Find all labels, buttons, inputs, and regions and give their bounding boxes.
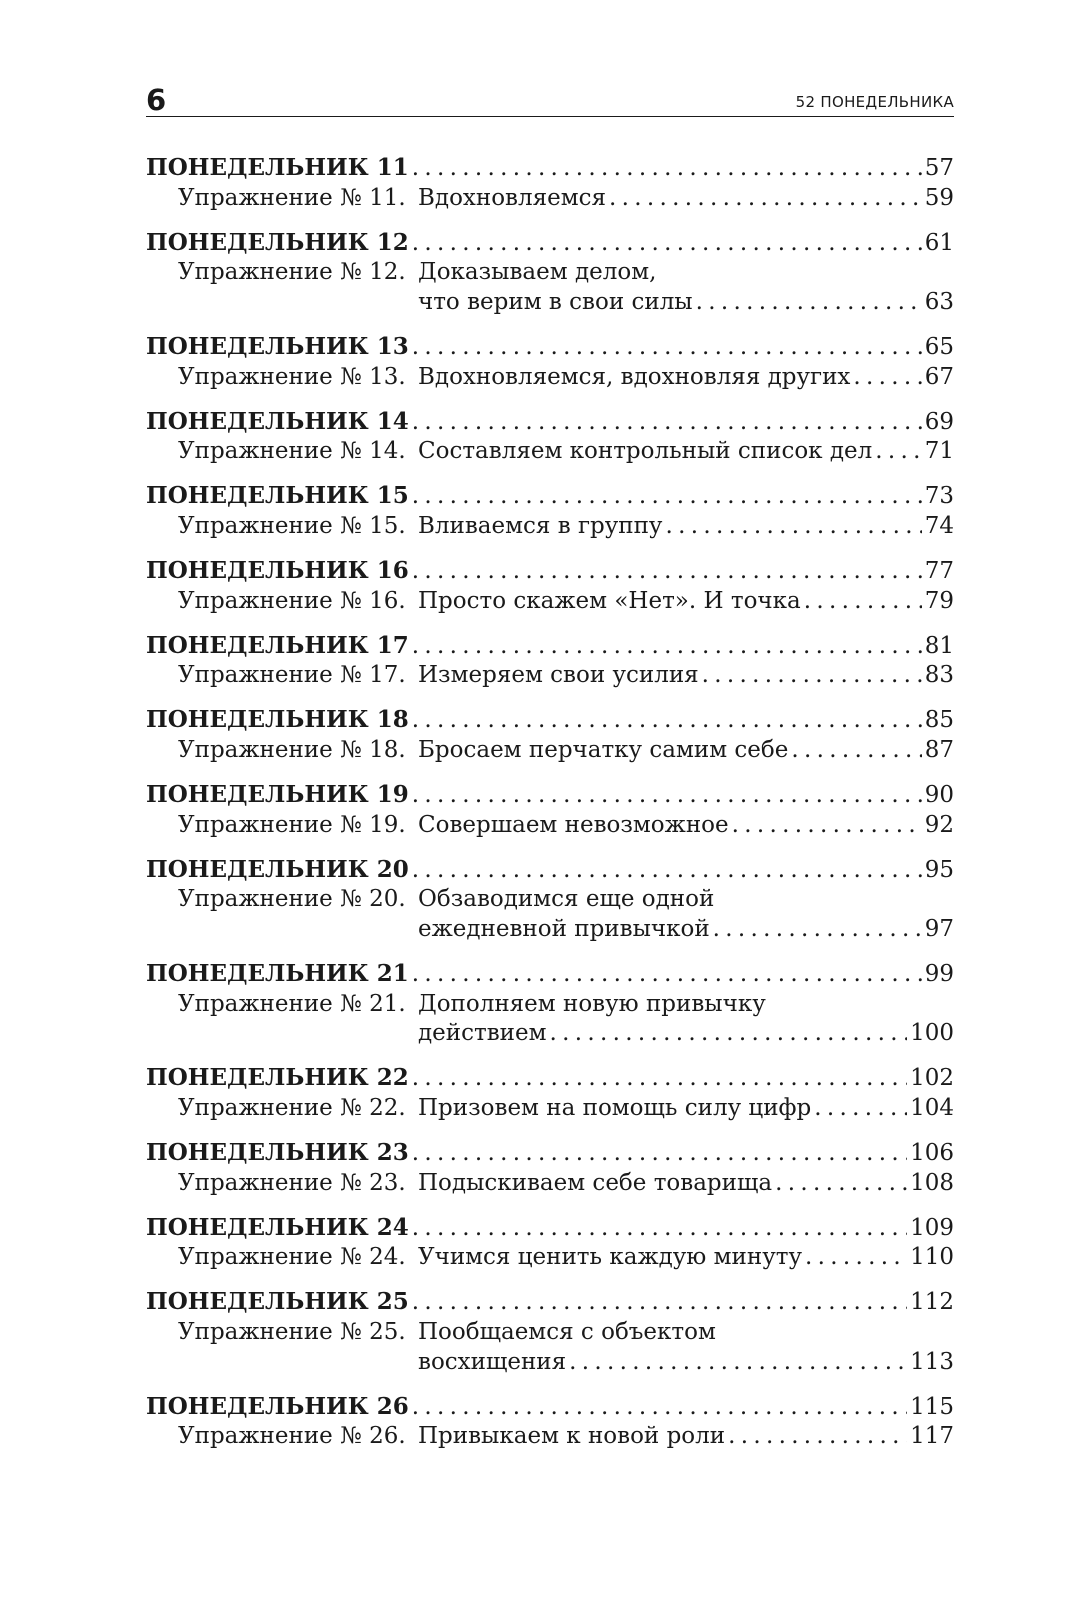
toc-chapter-group: [146, 228, 954, 318]
chapter-title: ПОНЕДЕЛЬНИК 16: [146, 557, 409, 585]
exercise-number: Упражнение № 13.: [178, 363, 406, 390]
chapter-title: ПОНЕДЕЛЬНИК 14: [146, 407, 409, 435]
exercise-title: что верим в свои силы: [418, 288, 693, 315]
exercise-page-number: 71: [924, 438, 954, 465]
chapter-page-number: 109: [910, 1214, 954, 1241]
toc-chapter-group: [146, 1392, 954, 1452]
dot-leader: [412, 781, 922, 811]
toc-chapter-group: [146, 1063, 954, 1123]
toc-chapter-group: [146, 1213, 954, 1273]
exercise-page-number: 59: [924, 184, 954, 211]
toc-chapter-entry[interactable]: [146, 1392, 954, 1423]
chapter-title: ПОНЕДЕЛЬНИК 23: [146, 1139, 409, 1167]
toc-chapter-group: [146, 556, 954, 616]
toc-exercise-entry[interactable]: [146, 587, 954, 617]
toc-exercise-continuation[interactable]: [146, 915, 954, 945]
exercise-title: действием: [418, 1020, 547, 1047]
exercise-title: Вливаемся в группу: [418, 512, 663, 539]
toc-exercise-continuation[interactable]: [146, 1348, 954, 1378]
toc-exercise-entry[interactable]: [146, 437, 954, 467]
toc-chapter-entry[interactable]: [146, 407, 954, 438]
exercise-page-number: 100: [910, 1020, 954, 1047]
toc-chapter-entry[interactable]: [146, 959, 954, 990]
exercise-title: Привыкаем к новой роли: [418, 1423, 726, 1450]
exercise-page-number: 108: [910, 1169, 954, 1196]
exercise-title: Измеряем свои усилия: [418, 662, 699, 689]
chapter-page-number: 77: [924, 558, 954, 585]
exercise-number: Упражнение № 18.: [178, 737, 406, 763]
toc-chapter-group: [146, 481, 954, 541]
exercise-title: Вдохновляемся: [418, 184, 607, 211]
dot-leader: [875, 437, 921, 467]
dot-leader: [412, 856, 922, 886]
running-head: 52 ПОНЕДЕЛЬНИКА: [795, 93, 954, 111]
toc-exercise-entry[interactable]: [146, 1318, 954, 1348]
chapter-page-number: 112: [910, 1289, 954, 1316]
exercise-title: Доказываем делом,: [418, 259, 657, 286]
chapter-page-number: 81: [924, 632, 954, 659]
exercise-title: Обзаводимся еще одной: [418, 886, 715, 913]
exercise-page-number: 74: [924, 512, 954, 539]
dot-leader: [412, 1139, 907, 1169]
exercise-number: Упражнение № 19.: [178, 811, 406, 838]
toc-chapter-entry[interactable]: [146, 1138, 954, 1169]
dot-leader: [791, 736, 921, 766]
toc-chapter-group: [146, 855, 954, 945]
exercise-page-number: 83: [924, 662, 954, 689]
exercise-number: Упражнение № 25.: [178, 1319, 406, 1345]
toc-exercise-entry[interactable]: [146, 1094, 954, 1124]
toc-chapter-entry[interactable]: [146, 631, 954, 662]
exercise-number: Упражнение № 11.: [178, 184, 406, 211]
chapter-title: ПОНЕДЕЛЬНИК 13: [146, 332, 409, 360]
dot-leader: [412, 333, 922, 363]
toc-chapter-entry[interactable]: [146, 1287, 954, 1318]
exercise-title: ежедневной привычкой: [418, 915, 710, 942]
toc-exercise-continuation[interactable]: [146, 288, 954, 318]
dot-leader: [569, 1348, 907, 1378]
dot-leader: [550, 1019, 908, 1049]
toc-chapter-entry[interactable]: [146, 1063, 954, 1094]
toc-exercise-entry[interactable]: [146, 811, 954, 841]
toc-chapter-group: [146, 959, 954, 1049]
exercise-page-number: 113: [910, 1348, 954, 1375]
dot-leader: [412, 229, 922, 259]
exercise-number: Упражнение № 12.: [178, 259, 406, 286]
toc-chapter-group: [146, 332, 954, 392]
toc-exercise-continuation[interactable]: [146, 1019, 954, 1049]
toc-chapter-entry[interactable]: [146, 855, 954, 886]
toc-exercise-entry[interactable]: [146, 184, 954, 214]
toc-exercise-entry[interactable]: [146, 512, 954, 542]
exercise-title: Вдохновляемся, вдохновляя других: [418, 363, 851, 390]
exercise-title: Совершаем невозможное: [418, 811, 729, 838]
exercise-page-number: 79: [924, 587, 954, 614]
chapter-title: ПОНЕДЕЛЬНИК 17: [146, 631, 409, 659]
chapter-title: ПОНЕДЕЛЬНИК 24: [146, 1213, 409, 1241]
dot-leader: [609, 184, 922, 214]
chapter-title: ПОНЕДЕЛЬНИК 25: [146, 1288, 409, 1316]
exercise-number: Упражнение № 14.: [178, 438, 406, 465]
chapter-page-number: 115: [910, 1393, 954, 1420]
chapter-title: ПОНЕДЕЛЬНИК 20: [146, 855, 409, 883]
exercise-page-number: 87: [924, 737, 954, 763]
chapter-title: ПОНЕДЕЛЬНИК 19: [146, 781, 409, 809]
exercise-title: Учимся ценить каждую минуту: [418, 1244, 802, 1271]
toc-chapter-entry[interactable]: [146, 780, 954, 811]
toc-chapter-entry[interactable]: [146, 332, 954, 363]
chapter-page-number: 99: [924, 961, 954, 988]
chapter-title: ПОНЕДЕЛЬНИК 12: [146, 228, 409, 256]
dot-leader: [665, 512, 921, 542]
toc-chapter-group: [146, 780, 954, 840]
exercise-number: Упражнение № 20.: [178, 886, 406, 913]
dot-leader: [412, 1288, 907, 1318]
exercise-number: Упражнение № 22.: [178, 1094, 406, 1121]
dot-leader: [412, 1064, 907, 1094]
page-number: 6: [146, 83, 167, 117]
toc-chapter-entry[interactable]: [146, 481, 954, 512]
chapter-title: ПОНЕДЕЛЬНИК 22: [146, 1064, 409, 1092]
toc-exercise-entry[interactable]: [146, 1169, 954, 1199]
exercise-title: восхищения: [418, 1348, 567, 1375]
dot-leader: [853, 363, 921, 393]
toc-chapter-group: [146, 631, 954, 691]
chapter-title: ПОНЕДЕЛЬНИК 21: [146, 960, 409, 988]
toc-exercise-entry[interactable]: [146, 1422, 954, 1452]
exercise-page-number: 63: [924, 288, 954, 315]
exercise-title: Дополняем новую привычку: [418, 990, 766, 1017]
toc-exercise-entry[interactable]: [146, 885, 954, 915]
exercise-page-number: 67: [924, 363, 954, 390]
dot-leader: [412, 632, 922, 662]
toc-chapter-entry[interactable]: [146, 556, 954, 587]
toc-chapter-group: [146, 153, 954, 213]
dot-leader: [412, 154, 922, 184]
exercise-title: Составляем контрольный список дел: [418, 438, 873, 465]
toc-chapter-group: [146, 407, 954, 467]
chapter-title: ПОНЕДЕЛЬНИК 11: [146, 154, 409, 181]
toc-exercise-entry[interactable]: [146, 363, 954, 393]
toc-chapter-entry[interactable]: [146, 705, 954, 736]
exercise-number: Упражнение № 24.: [178, 1244, 406, 1271]
toc-chapter-group: [146, 1287, 954, 1377]
chapter-page-number: 85: [924, 707, 954, 734]
exercise-title: Просто скажем «Нет». И точка: [418, 587, 801, 614]
toc-exercise-entry[interactable]: [146, 1243, 954, 1273]
chapter-title: ПОНЕДЕЛЬНИК 18: [146, 706, 409, 734]
dot-leader: [412, 408, 922, 438]
toc-chapter-entry[interactable]: [146, 1213, 954, 1244]
dot-leader: [696, 288, 922, 318]
exercise-number: Упражнение № 21.: [178, 990, 406, 1017]
chapter-title: ПОНЕДЕЛЬНИК 26: [146, 1392, 409, 1420]
chapter-title: ПОНЕДЕЛЬНИК 15: [146, 482, 409, 510]
dot-leader: [814, 1094, 907, 1124]
chapter-page-number: 102: [910, 1065, 954, 1092]
table-of-contents: [146, 153, 954, 1466]
dot-leader: [805, 1243, 907, 1273]
toc-chapter-group: [146, 705, 954, 765]
exercise-page-number: 104: [910, 1094, 954, 1121]
dot-leader: [702, 661, 922, 691]
exercise-page-number: 92: [924, 811, 954, 838]
chapter-page-number: 73: [924, 483, 954, 510]
chapter-page-number: 95: [924, 856, 954, 883]
dot-leader: [412, 1214, 907, 1244]
exercise-number: Упражнение № 16.: [178, 587, 406, 614]
exercise-title: Пообщаемся с объектом: [418, 1319, 716, 1345]
exercise-number: Упражнение № 15.: [178, 512, 406, 539]
dot-leader: [775, 1169, 907, 1199]
dot-leader: [412, 557, 922, 587]
exercise-page-number: 117: [910, 1423, 954, 1450]
chapter-page-number: 65: [924, 333, 954, 360]
toc-exercise-entry[interactable]: [146, 990, 954, 1020]
exercise-title: Бросаем перчатку самим себе: [418, 737, 789, 763]
dot-leader: [713, 915, 922, 945]
exercise-number: Упражнение № 26.: [178, 1423, 406, 1450]
toc-exercise-entry[interactable]: [146, 661, 954, 691]
chapter-page-number: 90: [924, 782, 954, 809]
toc-chapter-entry[interactable]: [146, 153, 954, 184]
chapter-page-number: 57: [924, 155, 954, 181]
toc-chapter-group: [146, 1138, 954, 1198]
dot-leader: [412, 706, 922, 736]
exercise-page-number: 97: [924, 915, 954, 942]
dot-leader: [728, 1422, 907, 1452]
dot-leader: [732, 811, 922, 841]
chapter-page-number: 106: [910, 1140, 954, 1167]
dot-leader: [412, 1393, 907, 1423]
chapter-page-number: 61: [924, 229, 954, 256]
dot-leader: [412, 960, 922, 990]
dot-leader: [804, 587, 922, 617]
exercise-title: Призовем на помощь силу цифр: [418, 1094, 812, 1121]
exercise-title: Подыскиваем себе товарища: [418, 1169, 773, 1196]
exercise-number: Упражнение № 23.: [178, 1169, 406, 1196]
toc-exercise-entry[interactable]: [146, 258, 954, 288]
dot-leader: [412, 482, 922, 512]
chapter-page-number: 69: [924, 408, 954, 435]
page-header: [146, 84, 954, 117]
toc-exercise-entry[interactable]: [146, 736, 954, 766]
exercise-number: Упражнение № 17.: [178, 662, 406, 689]
exercise-page-number: 110: [910, 1244, 954, 1271]
toc-chapter-entry[interactable]: [146, 228, 954, 259]
